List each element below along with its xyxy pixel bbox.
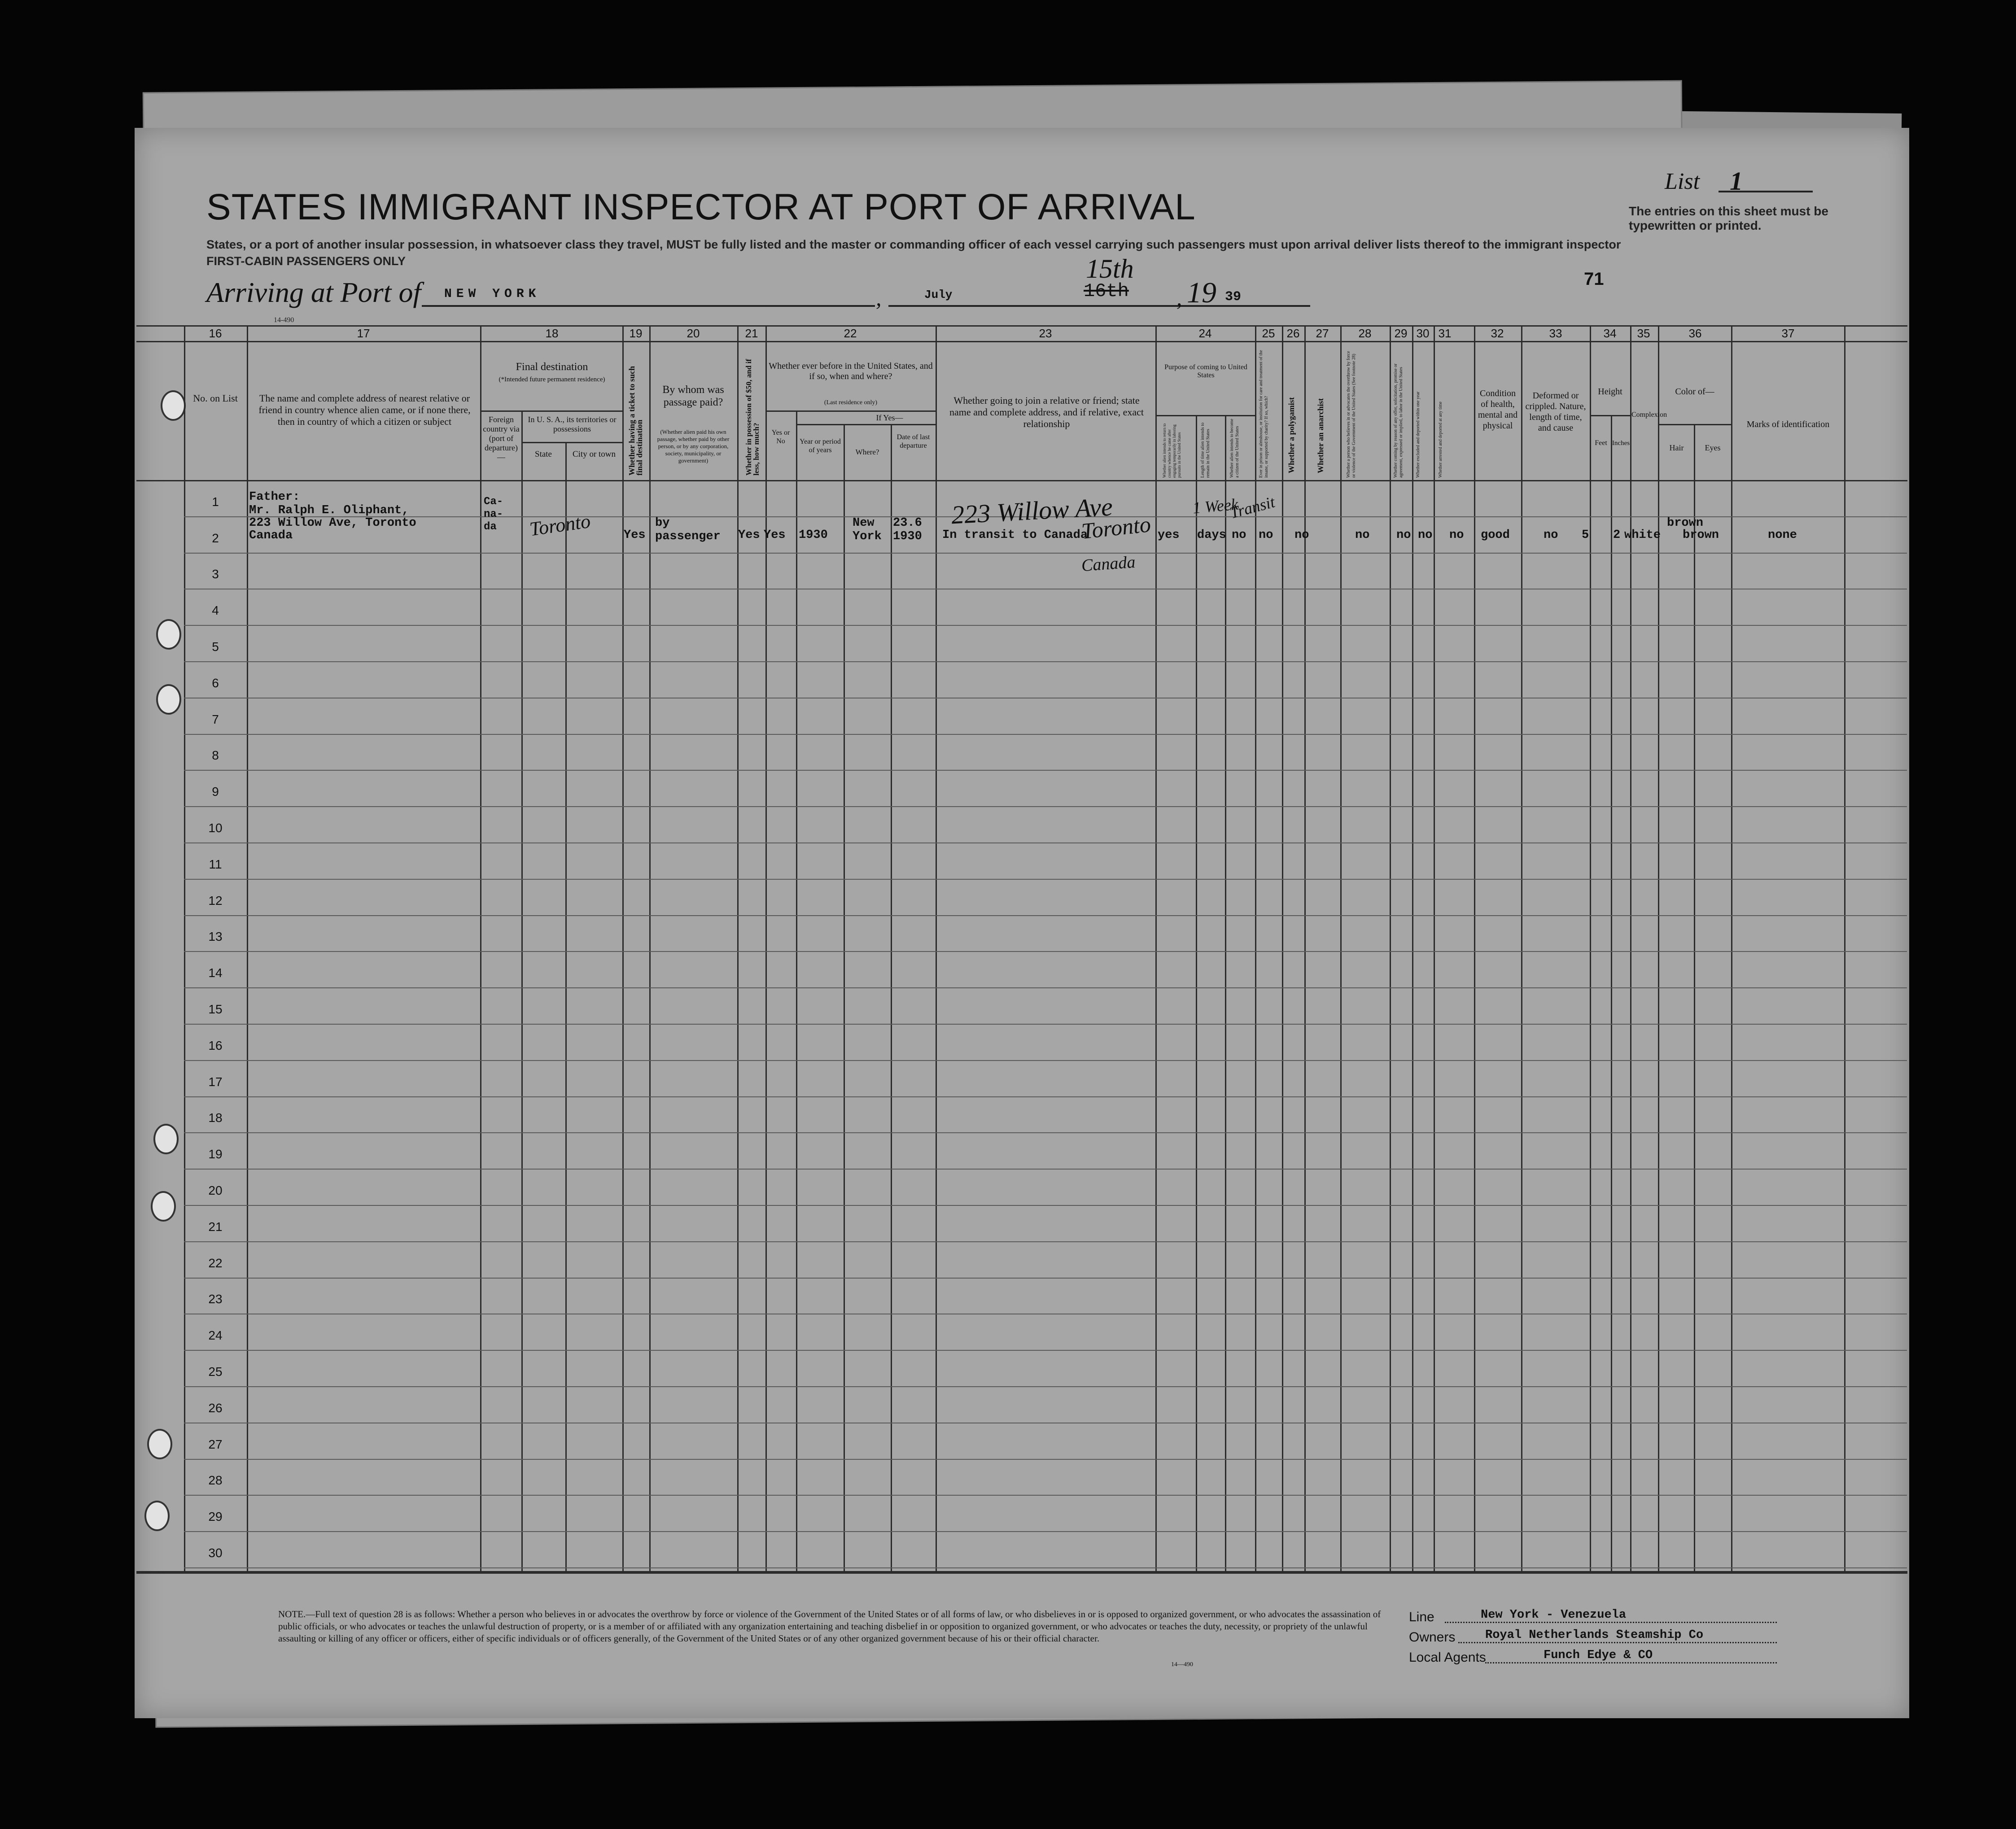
- polygamist-value: no: [1294, 528, 1309, 542]
- header-bottom-line: [136, 480, 1907, 481]
- row-line: [184, 1567, 1907, 1568]
- column-number: 27: [1316, 327, 1329, 340]
- header-labor-offer: Whether coming by reason of any offer, solicitation, promise or agreement, expressed or implied, to labor in the United States: [1393, 363, 1404, 478]
- column-divider: [1282, 325, 1283, 1572]
- row-number: 10: [208, 821, 223, 835]
- row-line: [184, 553, 1907, 554]
- header-length-stay: Length of time alien intends to remain in the United States: [1200, 422, 1211, 478]
- row-line: [184, 1386, 1907, 1387]
- relative-country: Canada: [249, 529, 293, 542]
- prison-value: no: [1259, 528, 1273, 542]
- agents-underline: [1485, 1662, 1777, 1663]
- row-number: 6: [212, 676, 219, 690]
- column-divider: [891, 424, 892, 1572]
- row-line: [184, 1096, 1907, 1097]
- header-subline: [1155, 415, 1255, 416]
- header-inches: Inches: [1612, 440, 1630, 447]
- port-underline: [422, 305, 875, 307]
- header-last-departure: Date of last departure: [896, 433, 930, 450]
- ever-in-us-value: Yes: [764, 528, 786, 542]
- owners-value: Royal Netherlands Steamship Co: [1485, 1628, 1704, 1642]
- relative-label: Father:: [249, 490, 300, 504]
- column-number: 26: [1286, 327, 1300, 340]
- height-feet-value: 5: [1582, 528, 1589, 542]
- day-handwritten: 15th: [1086, 254, 1134, 284]
- become-citizen-handwritten: Transit: [1228, 493, 1277, 522]
- column-number: 37: [1781, 327, 1795, 340]
- row-line: [184, 734, 1907, 735]
- footnote-text: NOTE.—Full text of question 28 is as follows: Whether a person who believes in or advocates the overthrow by force or violence of the Government of the United States or of all forms of law, or who disbelieves in or is opposed to organized government, or who advocates the assassination of public officials, or who advocates or teaches the unlawful destruction of property, or is a member of or affiliated with any organization entertaining and teaching disbelief in or opposition to organized government, or who advocates or teaches the duty, necessity, or propriety of the unlawful assaulting or killing of any officer or officers, either of specific individuals or of officers generally, of the Government of the United States or of any other organized government because of his or their official character.: [278, 1609, 1381, 1644]
- form-title: STATES IMMIGRANT INSPECTOR AT PORT OF ARRIVAL: [206, 187, 1196, 227]
- hair-value: brown: [1667, 516, 1704, 530]
- manifest-sheet: [135, 128, 1909, 1718]
- deformed-value: no: [1544, 528, 1558, 542]
- row-number: 12: [208, 894, 223, 908]
- column-divider: [936, 325, 937, 1572]
- punch-hole: [153, 1124, 179, 1154]
- header-health: Condition of health, mental and physical: [1478, 388, 1518, 431]
- header-excluded: Whether excluded and deported within one year: [1416, 391, 1421, 478]
- entries-note: The entries on this sheet must be typewritten or printed.: [1629, 204, 1828, 232]
- header-foreign-country: Foreign country via (port of departure)—: [483, 415, 520, 462]
- row-line: [184, 842, 1907, 843]
- row-number: 9: [212, 785, 219, 799]
- column-number: 19: [629, 327, 643, 340]
- column-number: 22: [844, 327, 857, 340]
- line-underline: [1445, 1622, 1777, 1623]
- owners-underline: [1458, 1642, 1777, 1643]
- agents-value: Funch Edye & CO: [1544, 1649, 1653, 1662]
- header-final-destination: Final destination: [516, 361, 588, 373]
- punch-hole: [156, 684, 181, 715]
- header-return-intent: Whether alien intends to return to country whence he came after engaging temporarily in laboring pursuits in the United States: [1162, 423, 1181, 478]
- column-divider: [1694, 424, 1695, 1572]
- row-number: 28: [208, 1473, 223, 1487]
- column-divider: [247, 325, 248, 1572]
- health-value: good: [1481, 528, 1510, 542]
- row-number: 11: [209, 857, 222, 871]
- header-where: Where?: [855, 448, 879, 456]
- punch-hole: [151, 1191, 176, 1222]
- row-number: 29: [208, 1510, 223, 1523]
- deported-value: no: [1449, 528, 1464, 542]
- table-bottom-line: [136, 1571, 1907, 1574]
- header-ever-in-us-sub: (Last residence only): [824, 399, 878, 406]
- column-number: 36: [1688, 327, 1702, 340]
- column-number: 18: [545, 327, 559, 340]
- header-passage-paid: By whom was passage paid?: [662, 384, 724, 408]
- column-divider: [1521, 325, 1522, 1572]
- column-divider: [521, 410, 523, 1572]
- row-number: 13: [208, 930, 223, 943]
- column-number: 35: [1637, 327, 1650, 340]
- row-number: 25: [208, 1365, 223, 1379]
- row-line: [184, 879, 1907, 880]
- form-code: 14-490: [274, 316, 294, 324]
- column-number: 34: [1603, 327, 1617, 340]
- header-final-destination-sub: (*Intended future permanent residence): [499, 376, 605, 383]
- relative-address: 223 Willow Ave, Toronto: [249, 516, 416, 530]
- column-number: 31: [1438, 327, 1452, 340]
- us-year-value: 1930: [799, 528, 828, 542]
- return-intent-value: yes: [1158, 528, 1180, 542]
- column-number: 30: [1416, 327, 1430, 340]
- owners-label: Owners: [1409, 1630, 1456, 1645]
- column-divider: [480, 325, 481, 1572]
- header-if-yes: If Yes—: [876, 413, 903, 422]
- column-divider: [565, 442, 567, 1572]
- header-feet: Feet: [1595, 439, 1607, 447]
- overthrow-value: no: [1355, 528, 1370, 542]
- column-divider: [1434, 325, 1435, 1572]
- column-number-line: [136, 341, 1907, 342]
- row-number: 19: [208, 1147, 223, 1161]
- sheet-number: 71: [1584, 269, 1604, 289]
- labor-offer-value: no: [1396, 528, 1411, 542]
- class-line: FIRST-CABIN PASSENGERS ONLY: [206, 254, 406, 268]
- header-subline: [1590, 415, 1630, 416]
- day-typed: 16th: [1084, 280, 1129, 302]
- header-deformed: Deformed or crippled. Nature, length of time, and cause: [1525, 391, 1586, 433]
- column-divider: [1304, 325, 1306, 1572]
- row-number: 22: [208, 1256, 223, 1270]
- header-relative: The name and complete address of nearest relative or friend in country whence alien came, or if none there, then in country of which a citizen or subject: [258, 393, 471, 427]
- header-yes-no: Yes or No: [771, 429, 790, 445]
- row-line: [184, 1459, 1907, 1460]
- year-prefix: 19: [1187, 276, 1216, 309]
- row-line: [184, 1060, 1907, 1061]
- row-line: [184, 1531, 1907, 1532]
- ticket-value: Yes: [624, 528, 646, 542]
- row-line: [184, 661, 1907, 662]
- us-where-value: New York: [853, 516, 882, 543]
- header-passage-paid-sub: (Whether alien paid his own passage, whether paid by other person, or by any corporation, society, municipality, or government): [657, 428, 730, 464]
- return-answer: no: [1232, 528, 1246, 542]
- row-line: [184, 1169, 1907, 1170]
- row-number: 30: [208, 1546, 223, 1560]
- header-become-citizen: Whether alien intends to become a citizen of the United States: [1229, 419, 1240, 478]
- row-number: 3: [212, 567, 219, 581]
- column-divider: [1340, 325, 1342, 1572]
- header-overthrow: Whether a person who believes in or advocates the overthrow by force or violence of the Government of the United States (See footnote 28): [1346, 351, 1356, 478]
- punch-hole: [144, 1501, 170, 1531]
- header-subline: [1658, 424, 1731, 425]
- row-number: 16: [208, 1039, 223, 1052]
- header-usa: In U. S. A., its territories or possessions: [528, 415, 617, 433]
- header-no-on-list: No. on List: [193, 393, 238, 404]
- row-number: 15: [208, 1002, 223, 1016]
- row-number: 2: [212, 531, 219, 545]
- header-fifty-dollars: Whether in possession of $50, and if less, how much?: [744, 359, 761, 476]
- footnote-form-code: 14—490: [1171, 1661, 1193, 1668]
- row-line: [184, 1024, 1907, 1025]
- column-number: 21: [745, 327, 758, 340]
- header-eyes: Eyes: [1705, 443, 1721, 452]
- joining-value: In transit to Canada: [942, 528, 1088, 542]
- header-color: Color of—: [1675, 387, 1714, 397]
- column-divider: [765, 325, 767, 1572]
- header-state: State: [535, 450, 552, 459]
- header-ticket: Whether having a ticket to such final destination: [627, 366, 644, 476]
- list-label: List: [1665, 169, 1700, 194]
- passage-paid-value: by passenger: [655, 516, 721, 543]
- header-deported: Whether arrested and deported at any time: [1438, 402, 1443, 478]
- column-divider: [1390, 325, 1391, 1572]
- column-number: 20: [687, 327, 700, 340]
- punch-hole: [161, 390, 186, 421]
- row-number: 27: [208, 1437, 223, 1451]
- row-number: 5: [212, 640, 219, 654]
- header-polygamist: Whether a polygamist: [1287, 397, 1296, 473]
- column-number: 32: [1491, 327, 1504, 340]
- column-number: 29: [1394, 327, 1408, 340]
- column-divider: [796, 410, 797, 1572]
- header-complexion: Complexion: [1631, 411, 1667, 419]
- column-divider: [844, 424, 845, 1572]
- last-departure-value: 23.6 1930: [893, 516, 922, 543]
- row-number: 23: [208, 1292, 223, 1306]
- form-subtitle: States, or a port of another insular possession, in whatsoever class they travel, MUST be fully listed and the master or commanding officer of each vessel carrying such passengers must upon arrival deliver lists thereof to the immigrant inspector: [206, 238, 1621, 251]
- row-number: 1: [212, 495, 219, 509]
- row-line: [184, 987, 1907, 988]
- column-divider: [737, 325, 739, 1572]
- column-divider: [1630, 325, 1631, 1572]
- date-underline: [888, 305, 1310, 307]
- column-number: 33: [1549, 327, 1562, 340]
- header-city: City or town: [572, 450, 616, 459]
- row-number: 14: [208, 966, 223, 980]
- comma: ,: [1176, 285, 1182, 310]
- row-number: 7: [212, 712, 219, 726]
- column-divider: [184, 325, 185, 1572]
- header-hair: Hair: [1669, 443, 1684, 452]
- row-number: 24: [208, 1328, 223, 1342]
- row-line: [184, 1350, 1907, 1351]
- header-joining: Whether going to join a relative or friend; state name and complete address, and if relative, exact relationship: [949, 395, 1144, 429]
- row-line: [184, 1495, 1907, 1496]
- length-stay-typed: days: [1197, 528, 1226, 542]
- header-purpose: Purpose of coming to United States: [1164, 363, 1247, 379]
- row-number: 4: [212, 603, 219, 617]
- header-prison: Ever in prison or almshouse, or institution for care and treatment of the insane, or supported by charity? If so, which?: [1259, 350, 1269, 478]
- row-line: [184, 625, 1907, 626]
- comma: ,: [876, 285, 882, 310]
- state-handwritten: Toronto: [528, 510, 592, 541]
- column-divider: [1474, 325, 1475, 1572]
- column-number: 25: [1262, 327, 1275, 340]
- excluded-value: no: [1418, 528, 1433, 542]
- row-line: [184, 951, 1907, 952]
- row-line: [184, 1278, 1907, 1279]
- column-number: 24: [1198, 327, 1212, 340]
- foreign-country-value: Ca- na- da: [484, 496, 503, 533]
- row-number: 20: [208, 1183, 223, 1197]
- column-divider: [622, 325, 624, 1572]
- month-value: July: [924, 288, 953, 301]
- column-divider: [1731, 325, 1732, 1572]
- marks-value: none: [1768, 528, 1797, 542]
- header-subline: [796, 424, 936, 425]
- complexion-value: white: [1624, 528, 1661, 542]
- header-height: Height: [1598, 387, 1622, 397]
- line-value: New York - Venezuela: [1481, 1608, 1627, 1622]
- list-underline: [1719, 191, 1813, 192]
- header-subline: [521, 442, 622, 443]
- column-divider: [649, 325, 651, 1572]
- agents-label: Local Agents: [1409, 1650, 1486, 1665]
- column-number: 28: [1358, 327, 1372, 340]
- column-number: 17: [357, 327, 370, 340]
- joining-handwritten-city: Toronto: [1080, 511, 1152, 544]
- arriving-label: Arriving at Port of: [206, 276, 421, 308]
- column-divider: [1590, 325, 1591, 1572]
- port-value: NEW YORK: [444, 287, 541, 301]
- eyes-value: brown: [1683, 528, 1719, 542]
- length-stay-handwritten: 1 Week: [1192, 495, 1239, 517]
- header-anarchist: Whether an anarchist: [1316, 398, 1325, 473]
- column-divider: [1658, 325, 1659, 1572]
- header-marks: Marks of identification: [1746, 419, 1830, 429]
- header-year: Year or period of years: [800, 438, 841, 454]
- row-number: 18: [208, 1111, 223, 1125]
- row-number: 17: [208, 1075, 223, 1089]
- header-subline: [480, 410, 622, 412]
- header-ever-in-us: Whether ever before in the United States, and if so, when and where?: [769, 361, 933, 381]
- list-number: 1: [1730, 166, 1743, 196]
- year-suffix: 39: [1225, 289, 1242, 305]
- column-divider: [1412, 325, 1413, 1572]
- relative-name: Mr. Ralph E. Oliphant,: [249, 504, 409, 517]
- row-line: [184, 915, 1907, 916]
- row-number: 26: [208, 1401, 223, 1415]
- joining-handwritten-address: 223 Willow Ave: [950, 492, 1114, 530]
- column-number: 16: [209, 327, 222, 340]
- row-line: [184, 1205, 1907, 1206]
- joining-handwritten-country: Canada: [1080, 552, 1136, 576]
- height-inches-value: 2: [1613, 528, 1621, 542]
- row-number: 8: [212, 748, 219, 762]
- row-line: [184, 770, 1907, 771]
- line-label: Line: [1409, 1610, 1434, 1624]
- column-divider: [1155, 325, 1157, 1572]
- row-line: [184, 1241, 1907, 1242]
- fifty-dollars-value: Yes: [738, 528, 760, 542]
- row-number: 21: [208, 1220, 223, 1234]
- punch-hole: [156, 619, 181, 650]
- column-number: 23: [1039, 327, 1052, 340]
- column-divider: [1844, 325, 1845, 1572]
- row-line: [184, 1132, 1907, 1133]
- punch-hole: [147, 1429, 172, 1459]
- row-line: [184, 806, 1907, 807]
